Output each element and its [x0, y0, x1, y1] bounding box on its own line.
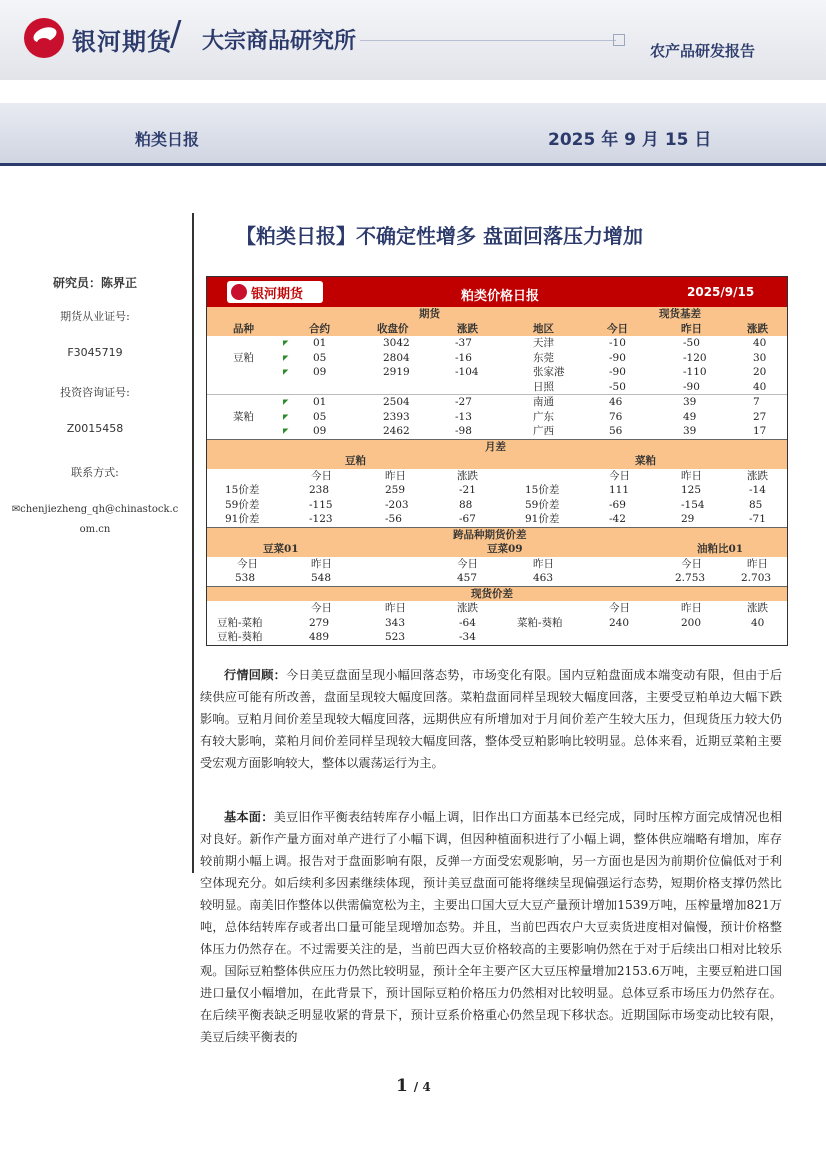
col-change: 涨跌 [457, 322, 478, 335]
col-variety: 品种 [233, 322, 254, 335]
header-deco-line [360, 40, 616, 41]
table-cell: 豆粕-葵粕 [217, 631, 263, 643]
table-cell: 天津 [533, 337, 554, 349]
table-cell: 91价差 [225, 513, 260, 525]
sec-cross: 跨品种期货价差 [453, 528, 527, 541]
flag-icon: ◤ [283, 353, 289, 362]
variety-label: 豆粕 [233, 351, 254, 364]
futures-row [207, 395, 787, 410]
table-cell: -34 [459, 631, 476, 643]
table-cell: 7 [753, 396, 760, 408]
monthly-variety-header [207, 454, 787, 469]
table-cell: 88 [459, 498, 473, 511]
monthly-soymeal: 豆粕 [345, 455, 366, 467]
s-col-today: 今日 [311, 602, 332, 614]
advisor-label: 投资咨询证号: [60, 386, 130, 399]
table-cell: 29 [681, 513, 695, 525]
s-col-yest-2: 昨日 [681, 602, 702, 614]
table-cell: 343 [385, 616, 406, 629]
futures-row [207, 365, 787, 380]
contact-label: 联系方式: [71, 466, 119, 479]
sec-monthly: 月差 [485, 440, 506, 453]
table-cell: -90 [609, 366, 626, 378]
col-yesterday: 昨日 [681, 322, 702, 335]
monthly-body [207, 483, 787, 527]
c-col-today-1: 今日 [237, 557, 258, 570]
table-cell: 01 [313, 396, 327, 408]
report-category: 粕类日报 [135, 130, 200, 149]
cross-val: 548 [311, 572, 332, 584]
table-cell: -56 [385, 513, 402, 525]
table-cell: -50 [609, 380, 626, 393]
table-cell: -203 [385, 498, 409, 511]
table-cell: 59价差 [525, 498, 560, 511]
m-col-today-2: 今日 [609, 469, 630, 482]
advisor-number: Z0015458 [66, 422, 124, 435]
col-close: 收盘价 [377, 322, 409, 335]
table-cell: 2462 [383, 425, 410, 437]
price-daily-table [206, 276, 788, 646]
table-cell: -14 [749, 484, 766, 496]
table-cell: 30 [753, 351, 767, 364]
cross-pair-2: 豆菜09 [487, 543, 523, 555]
table-cell: 56 [609, 425, 623, 437]
table-cell: -110 [683, 366, 707, 378]
table-logo [227, 281, 323, 303]
table-cell: 09 [313, 366, 327, 378]
table-cell: 菜粕-葵粕 [517, 616, 563, 629]
table-cell: -37 [455, 337, 472, 349]
spot-column-headers [207, 601, 787, 616]
flag-icon: ◤ [283, 368, 289, 376]
table-cell: 日照 [533, 380, 554, 393]
monthly-column-headers [207, 469, 787, 484]
table-cell: 489 [309, 631, 330, 643]
futures-row [207, 380, 787, 396]
table-cell: 2393 [383, 410, 410, 423]
table-cell: 09 [313, 425, 327, 437]
s-col-today-2: 今日 [609, 602, 630, 614]
table-cell: -27 [455, 396, 472, 408]
table-cell: 523 [385, 631, 406, 643]
cross-column-headers [207, 557, 787, 572]
table-cell: -50 [683, 337, 700, 349]
c-col-yest-3: 昨日 [747, 557, 768, 570]
table-cell: 40 [751, 616, 765, 629]
cross-section-header [207, 527, 787, 543]
monthly-row [207, 483, 787, 498]
table-cell: -21 [459, 484, 476, 496]
galaxy-logo-icon [231, 284, 247, 300]
cross-val: 2.753 [675, 572, 706, 584]
m-col-yesterday: 昨日 [385, 469, 406, 482]
table-cell: 广西 [533, 425, 554, 437]
table-cell: 46 [609, 396, 623, 408]
table-cell: -13 [455, 410, 472, 423]
fundamentals-text: 美豆旧作平衡表结转库存小幅上调，旧作出口方面基本已经完成，同时压榨方面完成情况也相对良好。新作产量方面对单产进行了小幅下调，但因种植面积进行了小幅上调，整体供应端略有增加，库存较前期小幅上调。报告对于盘面影响有限，反弹一方面受宏观影响，另一方面也是因为前期价位偏低对于利空体现充分。如后续利多因素继续体现，预计美豆盘面可能将继续呈现偏强运行态势，短期价格支撑仍然比较明显。南美旧作整体以供需偏宽松为主，主要出口国大豆大豆产量预计增加1539万吨，压榨量增加821万吨，总体结转库存或者出口量可能呈现增加态势。并且，当前巴西农户大豆卖货进度相对偏慢，预计价格整体压力仍然存在。不过需要关注的是，当前巴西大豆价格较高的主要影响仍然在于对于后续出口相对比较乐观。国际豆粕整体供应压力仍然比较明显，预计全年主要产区大豆压榨量增加2153.6万吨，主要豆粕进口国进口量仅小幅增加，在此背景下，预计国际豆粕价格压力仍然相对比较明显。总体豆系市场压力仍然存在。在后续平衡表缺乏明显收紧的背景下，预计豆系价格重心仍然呈现下移状态。近期国际市场变动比较有限，美豆后续平衡表的 [200, 810, 783, 1044]
flag-icon: ◤ [283, 398, 289, 406]
sec-basis: 现货基差 [659, 308, 701, 320]
main-title: 【粕类日报】不确定性增多 盘面回落压力增加 [236, 224, 643, 248]
review-text: 今日美豆盘面呈现小幅回落态势，市场变化有限。国内豆粕盘面成本端变动有限，但由于后续供应可能有所改善，盘面呈现较大幅度回落。菜粕盘面同样呈现较大幅度回落，主要受豆粕单边大幅下跌影响。豆粕月间价差呈现较大幅度回落，远期供应有所增加对于月间价差产生较大压力，但现货压力较大仍有较大影响，菜粕月间价差同样呈现较大幅度回落，整体受豆粕影响比较明显。总体来看，近期豆菜粕主要受宏观方面影响较大，整体以震荡运行为主。 [200, 668, 783, 770]
c-col-yest-1: 昨日 [311, 557, 332, 570]
table-cell: -115 [309, 498, 333, 511]
futures-row [207, 424, 787, 439]
table-cell: 40 [753, 337, 767, 349]
table-cell: -67 [459, 513, 476, 525]
sec-spot: 现货价差 [471, 587, 513, 600]
variety-label: 菜粕 [233, 410, 254, 423]
flag-icon: ◤ [283, 412, 289, 421]
table-cell: 76 [609, 410, 623, 423]
table-cell: 豆粕-菜粕 [217, 616, 263, 629]
galaxy-futures-logo-icon [24, 18, 64, 58]
table-cell: 27 [753, 410, 767, 423]
cross-pair-1: 豆菜01 [263, 543, 299, 555]
table-cell: 259 [385, 484, 406, 496]
email-line-2[interactable]: om.cn [79, 524, 111, 535]
table-cell: 广东 [533, 410, 554, 423]
table-cell: 39 [683, 396, 697, 408]
table-cell: 40 [753, 380, 767, 393]
table-cell: 39 [683, 425, 697, 437]
c-col-yest-2: 昨日 [533, 557, 554, 570]
market-review-paragraph [200, 664, 782, 774]
header-divider: / [170, 14, 182, 54]
review-label: 行情回顾： [224, 668, 287, 682]
flag-icon: ◤ [283, 427, 289, 435]
license-number: F3045719 [67, 346, 123, 359]
table-cell: 49 [683, 410, 697, 423]
institute-name: 大宗商品研究所 [202, 29, 357, 54]
page-number [396, 1076, 431, 1096]
table-cell: 2919 [383, 366, 410, 378]
table-cell: -10 [609, 337, 626, 349]
spot-section-header [207, 586, 787, 602]
monthly-row [207, 512, 787, 527]
license-label: 期货从业证号: [60, 310, 130, 323]
table-cell: 238 [309, 484, 330, 496]
col-today: 今日 [607, 322, 628, 335]
m-col-yesterday-2: 昨日 [681, 469, 702, 482]
futures-row [207, 351, 787, 366]
futures-section-header [207, 307, 787, 322]
col-basis-change: 涨跌 [747, 322, 768, 335]
table-cell: 15价差 [525, 484, 560, 496]
monthly-row [207, 498, 787, 513]
cross-pair-header [207, 542, 787, 557]
header-deco-square [613, 34, 625, 46]
page-total: / 4 [413, 1080, 431, 1094]
futures-body [207, 336, 787, 439]
spot-row [207, 630, 787, 645]
table-cell: -16 [455, 351, 472, 364]
table-cell: 111 [609, 484, 630, 496]
m-col-today: 今日 [311, 469, 332, 482]
table-cell: 05 [313, 351, 327, 364]
m-col-change-2: 涨跌 [747, 469, 768, 482]
table-cell: 240 [609, 616, 630, 629]
spot-row [207, 616, 787, 631]
table-cell: 91价差 [525, 513, 560, 525]
table-title: 粕类价格日报 [461, 289, 540, 304]
table-cell: 20 [753, 366, 767, 378]
table-cell: -42 [609, 513, 626, 525]
table-cell: -90 [609, 351, 626, 364]
table-header-bar [207, 277, 787, 307]
m-col-change: 涨跌 [457, 469, 478, 482]
c-col-today-2: 今日 [457, 557, 478, 570]
s-col-change: 涨跌 [457, 602, 478, 614]
table-date: 2025/9/15 [687, 285, 755, 299]
report-date: 2025 年 9 月 15 日 [548, 130, 712, 150]
col-contract: 合约 [309, 322, 330, 335]
futures-column-headers [207, 322, 787, 337]
table-cell: 东莞 [533, 351, 554, 364]
table-cell: -154 [681, 498, 705, 511]
table-cell: -98 [455, 425, 472, 437]
table-cell: 2804 [383, 351, 410, 364]
cross-val: 538 [235, 572, 256, 584]
table-cell: -64 [459, 616, 476, 629]
s-col-change-2: 涨跌 [747, 602, 768, 614]
table-cell: -123 [309, 513, 333, 525]
table-cell: 200 [681, 616, 702, 629]
table-cell: 279 [309, 616, 330, 629]
table-cell: -71 [749, 513, 766, 525]
cross-pair-3: 油粕比01 [697, 543, 744, 555]
report-type: 农产品研发报告 [650, 42, 756, 60]
table-cell: 17 [753, 425, 767, 437]
table-cell: 85 [749, 498, 763, 511]
fundamentals-paragraph [200, 806, 782, 1048]
c-col-today-3: 今日 [681, 557, 702, 570]
table-cell: 01 [313, 337, 327, 349]
table-cell: -104 [455, 366, 479, 378]
table-cell: 南通 [533, 396, 554, 408]
s-col-yest: 昨日 [385, 602, 406, 614]
table-cell: 15价差 [225, 484, 260, 496]
fundamentals-label: 基本面： [224, 810, 274, 824]
table-cell: -90 [683, 380, 700, 393]
cross-values-row [207, 571, 787, 586]
table-cell: 张家港 [533, 366, 565, 378]
brand-name: 银河期货 [72, 28, 172, 56]
page-current: 1 [396, 1076, 408, 1096]
futures-row [207, 336, 787, 351]
cross-val: 463 [533, 572, 554, 584]
monthly-section-header [207, 439, 787, 455]
table-cell: 2504 [383, 396, 410, 408]
col-region: 地区 [533, 322, 554, 335]
cross-val: 457 [457, 572, 478, 584]
cross-val: 2.703 [741, 572, 772, 584]
email-line-1[interactable]: ✉chenjiezheng_qh@chinastock.c [11, 504, 179, 515]
futures-row [207, 410, 787, 425]
table-cell: 125 [681, 484, 702, 496]
researcher: 研究员：陈界正 [52, 276, 137, 290]
flag-icon: ◤ [283, 339, 289, 347]
table-cell: 3042 [383, 337, 410, 349]
table-cell: 59价差 [225, 498, 260, 511]
table-cell: 05 [313, 410, 327, 423]
sidebar-divider [192, 213, 194, 873]
table-cell: -69 [609, 498, 626, 511]
monthly-rapemeal: 菜粕 [635, 455, 656, 467]
table-cell: -120 [683, 351, 707, 364]
sec-futures: 期货 [419, 308, 440, 320]
spot-body [207, 616, 787, 645]
table-brand: 银河期货 [251, 287, 304, 302]
